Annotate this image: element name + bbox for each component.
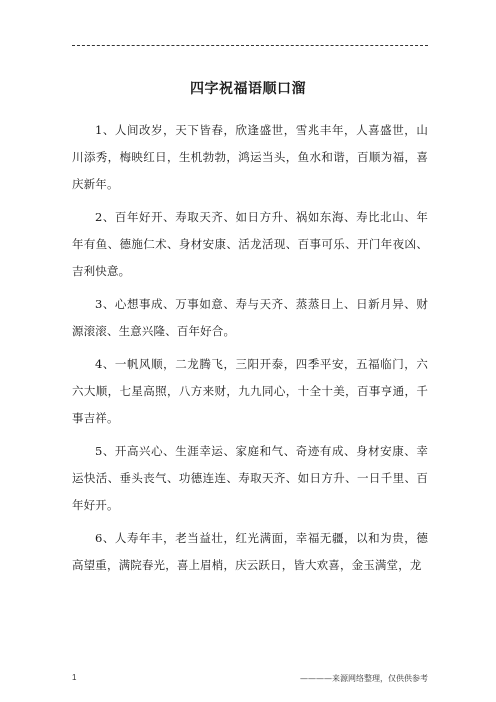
paragraph-2: 2、百年好开、寿取天齐、如日方升、祸如东海、寿比北山、年年有鱼、德施仁术、身材安康、活龙活现、百事可乐、开门年夜凶、吉利快意。 (72, 210, 428, 278)
paragraph-6: 6、人寿年丰，老当益壮，红光满面，幸福无疆，以和为贵，德高望重，满院春光，喜上眉梢，庆云跃日，皆大欢喜，金玉满堂，龙 (72, 531, 428, 572)
footer-source-note: ————来源网络整理，仅供供参考 (300, 674, 428, 683)
paragraph-3: 3、心想事成、万事如意、寿与天齐、蒸蒸日上、日新月异、财源滚滚、生意兴隆、百年好合。 (72, 297, 428, 338)
document-body (72, 117, 428, 585)
paragraph-5: 5、开高兴心、生涯幸运、家庭和气、奇迹有成、身材安康、幸运快活、垂头丧气、功德连连、寿取天齐、如日方升、一日千里、百年好开。 (72, 444, 428, 512)
header-dashed-rule (72, 45, 428, 46)
paragraph-1: 1、人间改岁，天下皆春，欣逢盛世，雪兆丰年，人喜盛世，山川添秀，梅映红日，生机勃勃，鸿运当头，鱼水和谐，百顺为福，喜庆新年。 (72, 123, 428, 191)
paragraph-4: 4、一帆风顺，二龙腾飞，三阳开泰，四季平安，五福临门，六六大顺，七星高照，八方来财，九九同心，十全十美，百事亨通，千事吉祥。 (72, 357, 428, 425)
document-title: 四字祝福语顺口溜 (190, 81, 306, 97)
page-footer (72, 673, 428, 689)
page-number: 1 (72, 673, 77, 682)
